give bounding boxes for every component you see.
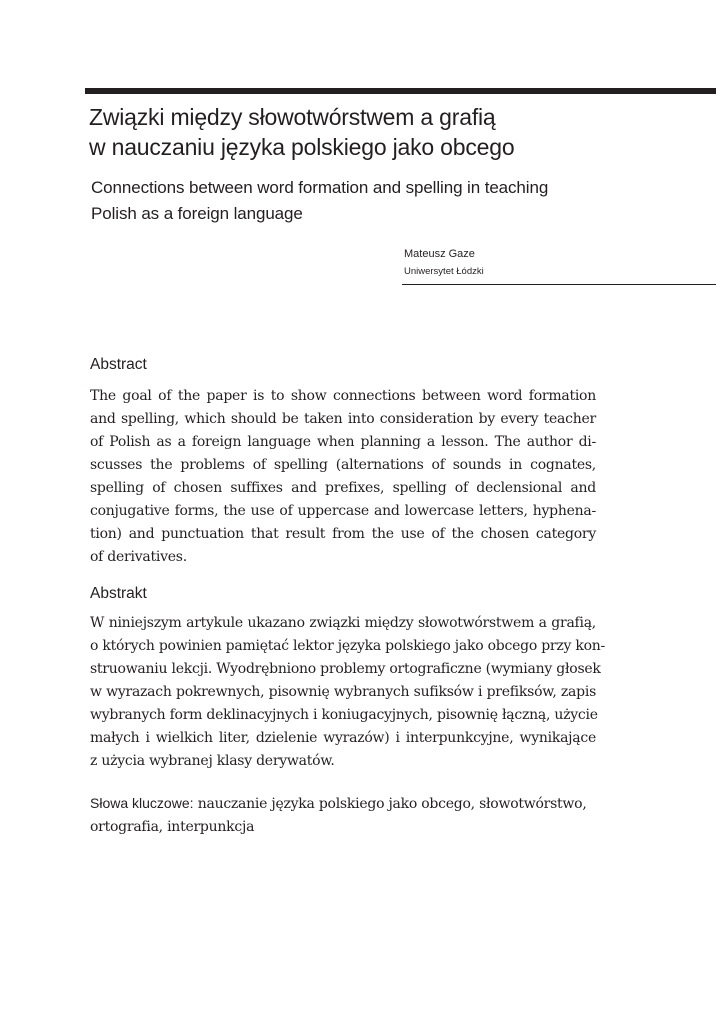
abstrakt-line: W niniejszym artykule ukazano związki między słowotwórstwem a grafią, [90,615,596,631]
keywords-list-2: ortografia, interpunkcja [90,819,255,835]
abstract-line: of derivatives. [90,549,187,565]
top-rule [85,88,716,94]
title-polish-line-2: w nauczaniu języka polskiego jako obcego [89,134,515,160]
abstract-line: tion) and punctuation that result from the use of the chosen category [90,526,596,542]
title-english-line-1: Connections between word formation and spelling in teaching [91,178,549,197]
abstract-line: conjugative forms, the use of uppercase and lowercase letters, hyphena- [90,503,596,519]
abstrakt-line: z użycia wybranej klasy derywatów. [90,753,335,769]
abstract-heading: Abstract [90,356,147,373]
title-polish [89,102,689,162]
author-name: Mateusz Gaze [404,248,475,260]
abstract-line: and spelling, which should be taken into consideration by every teacher [90,411,596,427]
abstract-line: scusses the problems of spelling (alternations of sounds in cognates, [90,457,596,473]
abstract-line: The goal of the paper is to show connections between word formation [90,388,596,404]
keywords-line-1 [90,792,598,816]
title-english [91,175,691,227]
title-polish-line-1: Związki między słowotwórstwem a grafią [89,104,496,130]
abstrakt-line: o których powinien pamiętać lektor języka polskiego jako obcego przy kon- [90,638,606,654]
author-affiliation: Uniwersytet Łódzki [404,266,484,277]
abstrakt-line: małych i wielkich liter, dzielenie wyrazów) i interpunkcyjne, wynikające [90,730,596,746]
keywords-list-1: nauczanie języka polskiego jako obcego, słowotwórstwo, [197,796,587,812]
abstrakt-text [90,612,606,773]
keywords-label: Słowa kluczowe: [90,795,194,811]
abstrakt-line: wybranych form deklinacyjnych i koniugacyjnych, pisownię łączną, użycie [90,707,598,723]
author-rule [402,284,716,285]
keywords [90,792,598,839]
abstract-line: spelling of chosen suffixes and prefixes, spelling of declensional and [90,480,596,496]
abstract-line: of Polish as a foreign language when planning a lesson. The author di- [90,434,596,450]
title-english-line-2: Polish as a foreign language [91,204,303,223]
abstrakt-heading: Abstrakt [90,585,147,602]
abstrakt-line: w wyrazach pokrewnych, pisownię wybranych sufiksów i prefiksów, zapis [90,684,596,700]
abstrakt-line: struowaniu lekcji. Wyodrębniono problemy ortograficzne (wymiany głosek [90,661,601,677]
abstract-text [90,385,596,569]
